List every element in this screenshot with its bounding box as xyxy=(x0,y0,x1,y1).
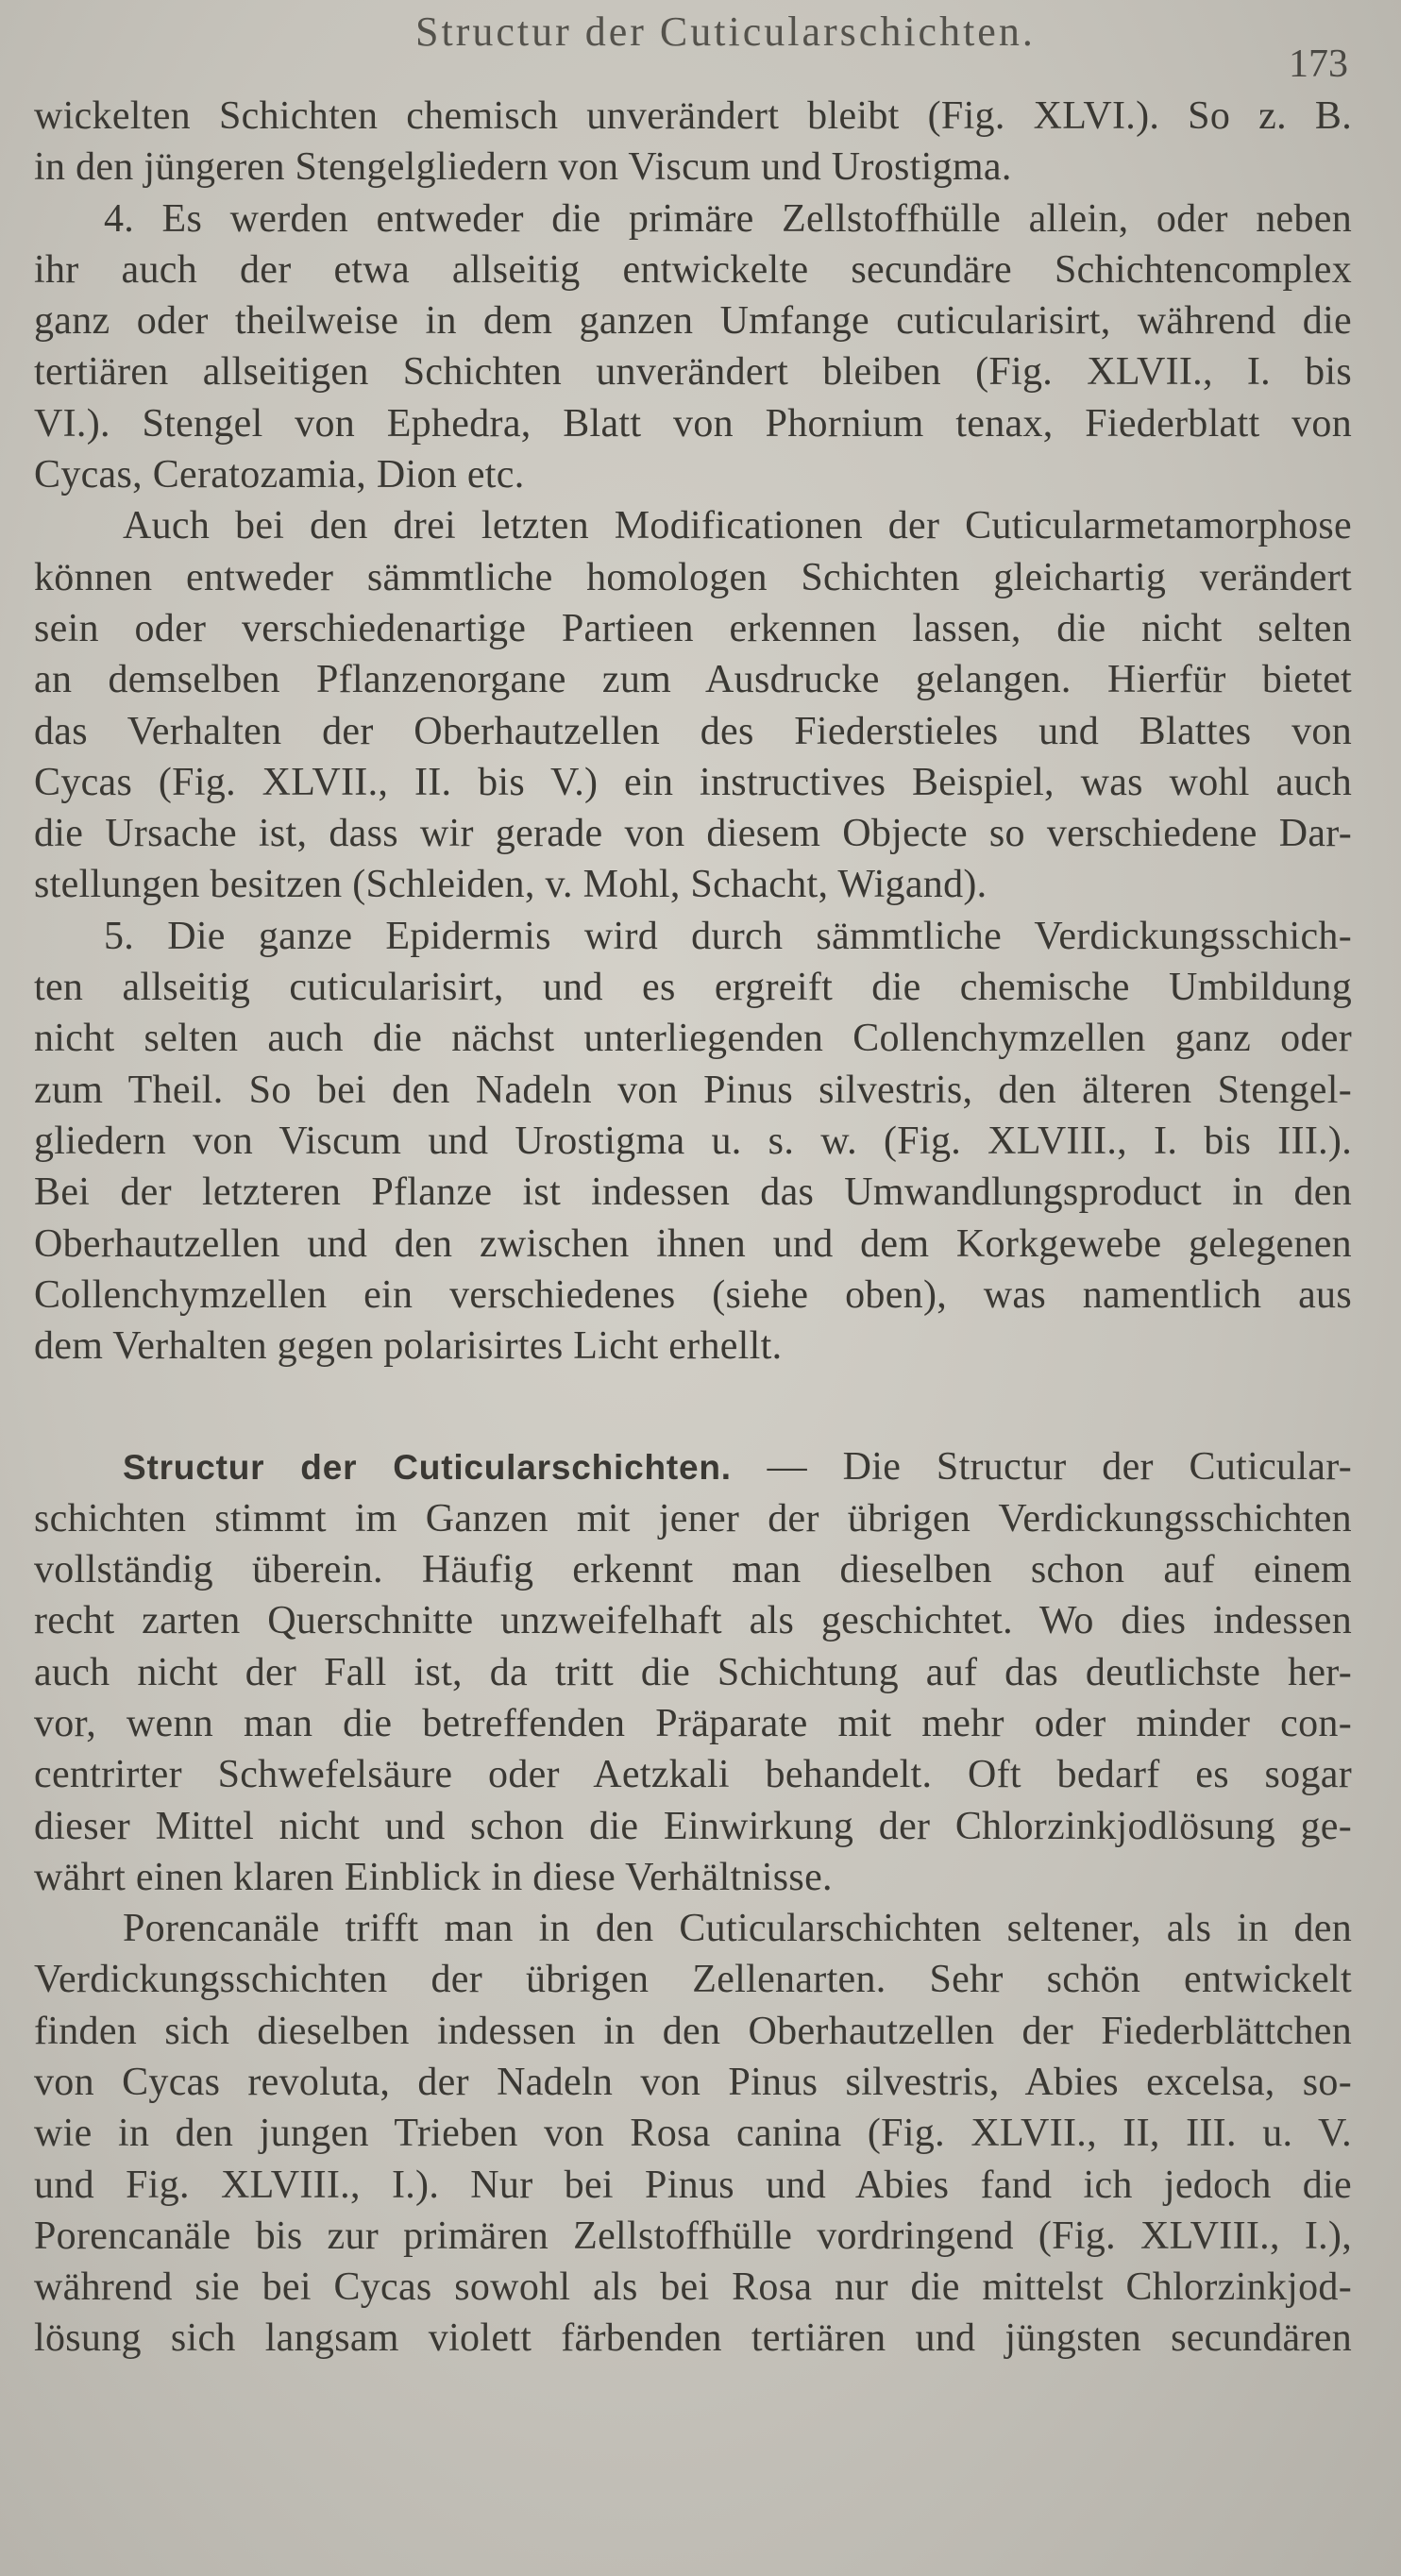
text-line: finden sich dieselben indessen in den Oberhautzellen der Fiederblättchen xyxy=(34,2009,1352,2053)
text-line: Oberhautzellen und den zwischen ihnen und dem Korkgewebe gelegenen xyxy=(34,1221,1352,1266)
text-line: zum Theil. So bei den Nadeln von Pinus silvestris, den älteren Stengel- xyxy=(34,1068,1352,1112)
text-line: gliedern von Viscum und Urostigma u. s. w. (Fig. XLVIII., I. bis III.). xyxy=(34,1119,1352,1163)
text-line: können entweder sämmtliche homologen Schichten gleichartig verändert xyxy=(34,555,1352,599)
text-line: 4. Es werden entweder die primäre Zellstoffhülle allein, oder neben xyxy=(104,196,1352,241)
text-line: recht zarten Querschnitte unzweifelhaft als geschichtet. Wo dies indessen xyxy=(34,1599,1352,1643)
text-line: dieser Mittel nicht und schon die Einwirkung der Chlorzinkjodlösung ge- xyxy=(34,1804,1352,1848)
running-head: Structur der Cuticularschichten. xyxy=(415,8,1036,55)
text-line: Cycas, Ceratozamia, Dion etc. xyxy=(34,453,525,497)
text-line: wickelten Schichten chemisch unverändert bleibt (Fig. XLVI.). So z. B. xyxy=(34,94,1352,138)
text-line: Porencanäle bis zur primären Zellstoffhülle vordringend (Fig. XLVIII., I.), xyxy=(34,2214,1352,2258)
section-gap xyxy=(34,1372,1352,1441)
section-heading-line xyxy=(34,1441,1352,1492)
text-line: nicht selten auch die nächst unterliegenden Collenchymzellen ganz oder xyxy=(34,1017,1352,1061)
text-line: schichten stimmt im Ganzen mit jener der übrigen Verdickungsschichten xyxy=(34,1496,1352,1541)
heading-line-text: Die Structur der Cuticular- xyxy=(842,1445,1352,1490)
text-line: Cycas (Fig. XLVII., II. bis V.) ein instructives Beispiel, was wohl auch xyxy=(34,760,1352,804)
text-line: währt einen klaren Einblick in diese Verhältnisse. xyxy=(34,1855,833,1899)
text-line: in den jüngeren Stengelgliedern von Viscum und Urostigma. xyxy=(34,145,1012,190)
text-line: während sie bei Cycas sowohl als bei Rosa nur die mittelst Chlorzinkjod- xyxy=(34,2265,1352,2310)
text-line: 5. Die ganze Epidermis wird durch sämmtliche Verdickungsschich- xyxy=(104,914,1352,958)
text-line: sein oder verschiedenartige Partieen erkennen lassen, die nicht selten xyxy=(34,606,1352,650)
body-text xyxy=(34,91,1352,2365)
text-line: an demselben Pflanzenorgane zum Ausdrucke gelangen. Hierfür bietet xyxy=(34,658,1352,702)
text-line: Porencanäle trifft man in den Cuticularschichten seltener, als in den xyxy=(123,1907,1352,1951)
text-line: ganz oder theilweise in dem ganzen Umfange cuticularisirt, während die xyxy=(34,299,1352,344)
text-line: und Fig. XLVIII., I.). Nur bei Pinus und Abies fand ich jedoch die xyxy=(34,2163,1352,2207)
heading-dash: — xyxy=(767,1445,807,1490)
text-line: vollständig überein. Häufig erkennt man dieselben schon auf einem xyxy=(34,1548,1352,1592)
text-line: centrirter Schwefelsäure oder Aetzkali behandelt. Oft bedarf es sogar xyxy=(34,1753,1352,1797)
text-line: von Cycas revoluta, der Nadeln von Pinus silvestris, Abies excelsa, so- xyxy=(34,2060,1352,2104)
text-line: dem Verhalten gegen polarisirtes Licht erhellt. xyxy=(34,1324,783,1369)
section-heading: Structur der Cuticularschichten. xyxy=(123,1448,732,1488)
page-number: 173 xyxy=(1289,42,1348,86)
text-line: Auch bei den drei letzten Modificationen der Cuticularmetamorphose xyxy=(123,504,1352,548)
text-line: Verdickungsschichten der übrigen Zellenarten. Sehr schön entwickelt xyxy=(34,1958,1352,2002)
text-line: tertiären allseitigen Schichten unverändert bleiben (Fig. XLVII., I. bis xyxy=(34,350,1352,395)
text-line: vor, wenn man die betreffenden Präparate mit mehr oder minder con- xyxy=(34,1701,1352,1745)
text-line: VI.). Stengel von Ephedra, Blatt von Phornium tenax, Fiederblatt von xyxy=(34,401,1352,446)
text-line: Collenchymzellen ein verschiedenes (siehe oben), was namentlich aus xyxy=(34,1272,1352,1317)
text-line: die Ursache ist, dass wir gerade von diesem Objecte so verschiedene Dar- xyxy=(34,812,1352,856)
text-line: auch nicht der Fall ist, da tritt die Schichtung auf das deutlichste her- xyxy=(34,1650,1352,1694)
text-line: stellungen besitzen (Schleiden, v. Mohl, Schacht, Wigand). xyxy=(34,863,987,907)
text-line: ihr auch der etwa allseitig entwickelte secundäre Schichtencomplex xyxy=(34,247,1352,292)
text-line: wie in den jungen Trieben von Rosa canina (Fig. XLVII., II, III. u. V. xyxy=(34,2112,1352,2156)
text-line: Bei der letzteren Pflanze ist indessen das Umwandlungsproduct in den xyxy=(34,1170,1352,1215)
text-line: das Verhalten der Oberhautzellen des Fiederstieles und Blattes von xyxy=(34,709,1352,753)
text-line: lösung sich langsam violett färbenden tertiären und jüngsten secundären xyxy=(34,2316,1352,2361)
text-line: ten allseitig cuticularisirt, und es ergreift die chemische Umbildung xyxy=(34,966,1352,1010)
